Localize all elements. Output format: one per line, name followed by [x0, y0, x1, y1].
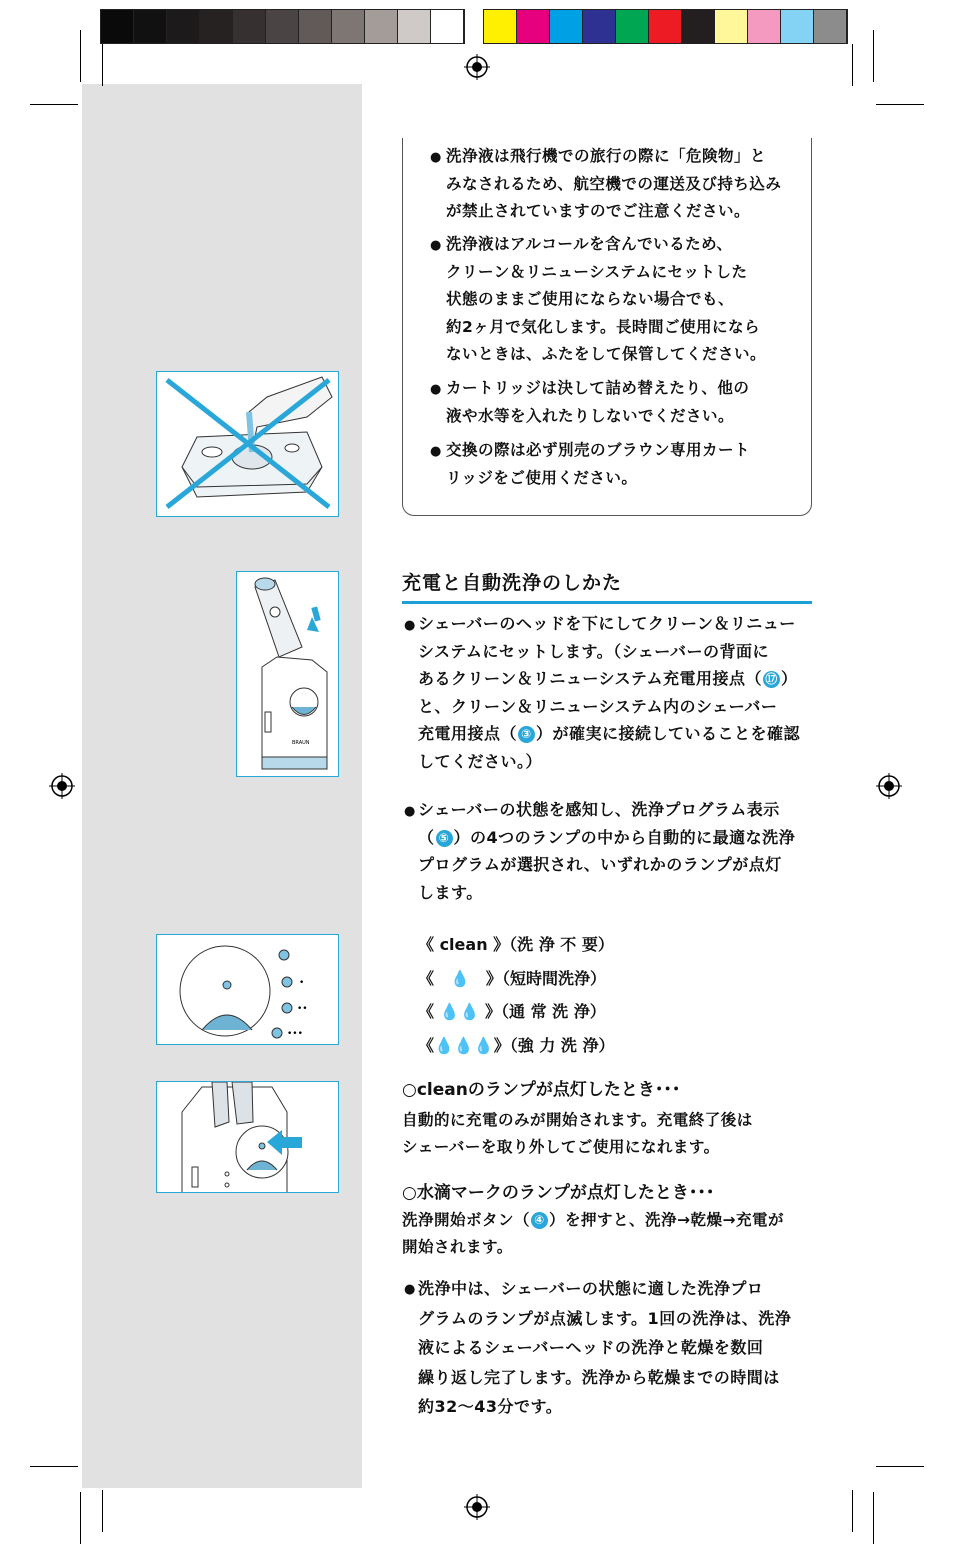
drop-lamp-text [402, 1207, 822, 1261]
program-symbol: 《💧💧💧》 [418, 1035, 510, 1055]
text-line: します。 [418, 882, 483, 902]
text-line: 洗浄液はアルコールを含んでいるため、 [446, 235, 733, 253]
program-symbol: 《 💧💧 》 [418, 1002, 501, 1021]
crop-mark [30, 104, 78, 105]
text-span: ）を押すと、洗浄→乾燥→充電が [549, 1211, 784, 1229]
program-lamps-illustration [156, 934, 339, 1045]
svg-text:•: • [299, 978, 305, 988]
color-swatch [616, 10, 649, 43]
bullet-icon: ● [404, 1282, 416, 1297]
bullet-icon: ● [430, 382, 442, 397]
text-line: と、クリーン＆リニューシステム内のシェーバー [418, 696, 778, 716]
caution-note-item [446, 437, 806, 492]
paragraph-setup [418, 610, 818, 775]
color-swatch [484, 10, 517, 43]
bullet-icon: ● [430, 444, 442, 459]
text-line: が禁止されていますのでご注意ください。 [446, 202, 751, 220]
grayscale-color-bar [100, 9, 465, 44]
program-description: （短時間洗浄） [501, 968, 606, 988]
gray-swatch [431, 10, 464, 43]
text-line: システムにセットします。（シェーバーの背面に [418, 641, 770, 661]
text-line: 約2ヶ月で気化します。長時間ご使用になら [446, 317, 761, 336]
program-item [418, 966, 606, 989]
text-line: みなされるため、航空機での運送及び持ち込み [446, 174, 782, 193]
text-line: グラムのランプが点滅します。1回の洗浄は、洗浄 [418, 1308, 792, 1328]
bullet-icon: ● [404, 618, 416, 633]
gray-swatch [398, 10, 431, 43]
text-line [418, 824, 818, 852]
caution-note-item [446, 375, 806, 430]
color-swatch [682, 10, 715, 43]
crop-mark [873, 1492, 874, 1544]
gray-swatch [101, 10, 134, 43]
crop-mark [873, 30, 874, 82]
color-swatch [517, 10, 550, 43]
crop-mark [852, 44, 853, 86]
text-line: 液によるシェーバーヘッドの洗浄と乾燥を数回 [418, 1338, 764, 1357]
crop-mark [80, 1492, 81, 1544]
color-swatch [550, 10, 583, 43]
text-line [418, 720, 818, 748]
text-line: 約32～43分です。 [418, 1397, 563, 1416]
program-symbol: 《 💧 》 [418, 968, 502, 988]
paragraph-program-select [418, 796, 818, 906]
bullet-icon: ● [430, 238, 442, 253]
program-item [418, 1033, 615, 1056]
program-item [418, 999, 606, 1022]
registration-mark-icon [464, 54, 490, 80]
gray-swatch [134, 10, 167, 43]
color-swatch [583, 10, 616, 43]
text-line: シェーバーのヘッドを下にしてクリーン＆リニュー [418, 614, 796, 633]
text-line [418, 665, 818, 693]
text-span: ） [780, 669, 798, 688]
crop-mark [30, 1466, 78, 1467]
text-line: 洗浄中は、シェーバーの状態に適した洗浄プロ [418, 1279, 764, 1298]
text-line [402, 1207, 822, 1234]
text-line: シェーバーを取り外してご使用になれます。 [402, 1138, 720, 1156]
text-span: ）が確実に接続していることを確認 [536, 724, 801, 743]
program-description: （通 常 洗 浄） [501, 1002, 606, 1021]
gray-swatch [332, 10, 365, 43]
text-line: ないときは、ふたをして保管してください。 [446, 345, 767, 363]
registration-mark-icon [49, 773, 75, 799]
color-swatch [715, 10, 748, 43]
program-description: （強 力 洗 浄） [509, 1035, 615, 1055]
text-line: カートリッジは決して詰め替えたり、他の [446, 379, 750, 397]
bullet-icon: ● [430, 150, 442, 165]
text-span: 充電用接点（ [418, 724, 518, 743]
program-description: （洗 浄 不 要） [509, 935, 614, 954]
caution-note-item [446, 231, 806, 369]
color-swatch [781, 10, 814, 43]
svg-text:••: •• [297, 1004, 308, 1014]
text-line: クリーン＆リニューシステムにセットした [446, 262, 748, 281]
text-span: ）の4つのランプの中から自動的に最適な洗浄 [453, 827, 796, 847]
registration-mark-icon [464, 1494, 490, 1520]
text-line: 開始されます。 [402, 1238, 513, 1256]
text-line: 自動的に充電のみが開始されます。充電終了後は [402, 1111, 753, 1129]
gray-swatch [266, 10, 299, 43]
crop-mark [80, 30, 81, 82]
crop-mark [852, 1490, 853, 1532]
color-swatch [649, 10, 682, 43]
crop-mark [876, 1466, 924, 1467]
text-line: 繰り返し完了します。洗浄から乾燥までの時間は [418, 1367, 780, 1387]
gray-swatch [233, 10, 266, 43]
text-line: 状態のままご使用にならない場合でも、 [446, 290, 735, 308]
process-color-bar [483, 9, 848, 44]
text-line: 交換の際は必ず別売のブラウン専用カート [446, 441, 751, 459]
text-line: 液や水等を入れたりしないでください。 [446, 406, 735, 425]
text-line: 洗浄液は飛行機での旅行の際に「危険物」と [446, 147, 767, 165]
start-button-illustration [156, 1081, 339, 1193]
shaver-in-station-illustration [236, 571, 339, 777]
gray-swatch [365, 10, 398, 43]
paragraph-cleaning [418, 1274, 818, 1422]
callout-number-3: ③ [518, 726, 535, 743]
bullet-icon: ● [404, 804, 416, 819]
left-gray-column [82, 84, 362, 1488]
clean-lamp-title: ○cleanのランプが点灯したとき･･･ [402, 1080, 681, 1100]
crop-mark [102, 1490, 103, 1532]
brand-logo: BRAUN [292, 740, 310, 746]
text-span: あるクリーン＆リニューシステム充電用接点（ [418, 669, 762, 688]
text-line: リッジをご使用ください。 [446, 468, 638, 487]
program-symbol: 《 clean 》 [418, 935, 510, 954]
drop-lamp-title: ○水滴マークのランプが点灯したとき･･･ [402, 1183, 715, 1203]
do-not-refill-illustration [156, 371, 339, 517]
caution-note-item [446, 143, 806, 226]
gray-swatch [167, 10, 200, 43]
svg-text:•••: ••• [287, 1029, 303, 1039]
callout-number-17: ⑰ [763, 671, 780, 688]
text-line: してください。） [418, 751, 543, 771]
program-item [418, 932, 614, 955]
text-line: プログラムが選択され、いずれかのランプが点灯 [418, 855, 782, 874]
registration-mark-icon [876, 773, 902, 799]
section-title: 充電と自動洗浄のしかた [402, 568, 812, 604]
callout-number-5: ⑤ [436, 830, 453, 847]
color-swatch [748, 10, 781, 43]
text-span: （ [418, 827, 435, 847]
gray-swatch [200, 10, 233, 43]
callout-number-4: ④ [531, 1212, 548, 1229]
text-line: シェーバーの状態を感知し、洗浄プログラム表示 [418, 800, 780, 819]
crop-mark [102, 44, 103, 86]
gray-swatch [299, 10, 332, 43]
clean-lamp-text [402, 1107, 822, 1161]
color-swatch [814, 10, 847, 43]
crop-mark [876, 104, 924, 105]
text-span: 洗浄開始ボタン（ [402, 1211, 531, 1229]
